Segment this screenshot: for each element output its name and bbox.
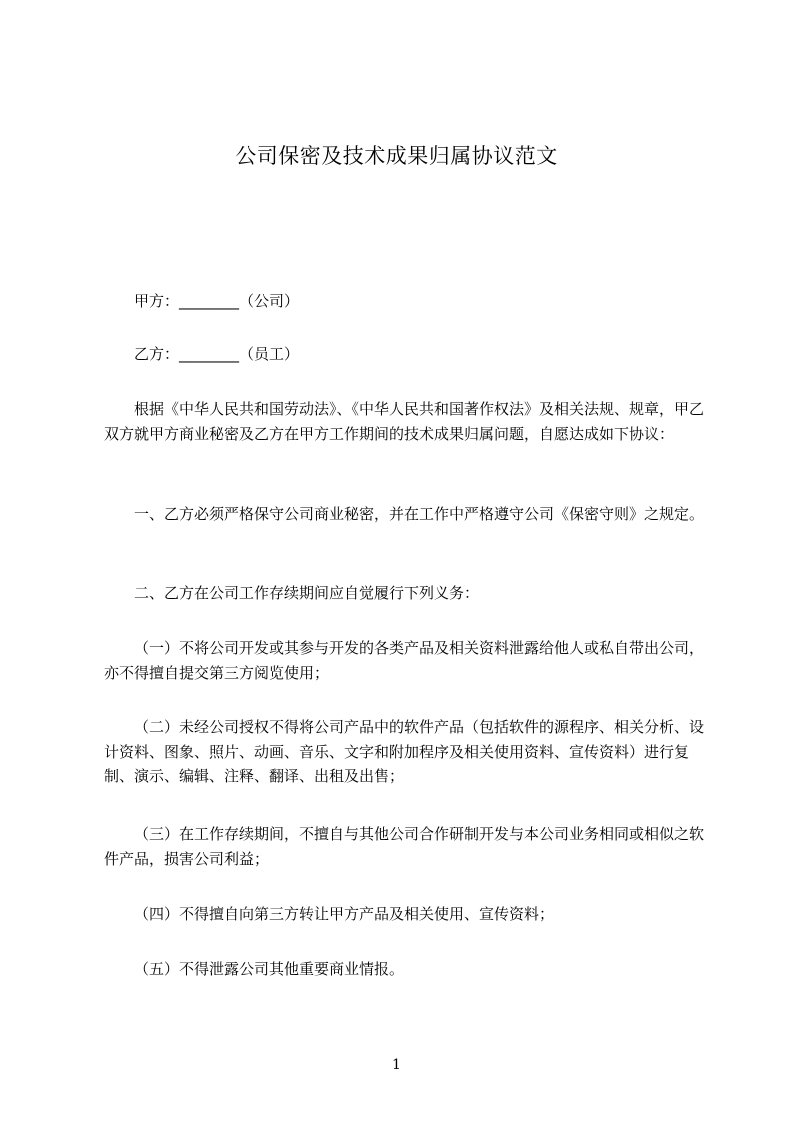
party-a-line: 甲方：________（公司）: [134, 292, 300, 310]
clause-2-item-3: （三）在工作存续期间，不擅自与其他公司合作研制开发与本公司业务相同或相似之软件产品，损害公司利益；: [104, 825, 705, 868]
clause-2-paragraph: 二、乙方在公司工作存续期间应自觉履行下列义务：: [134, 584, 480, 602]
clause-2-item-5: （五）不得泄露公司其他重要商业情报。: [134, 960, 405, 978]
page-number: 1: [392, 1057, 401, 1073]
clause-1-paragraph: 一、乙方必须严格保守公司商业秘密，并在工作中严格遵守公司《保密守则》之规定。: [134, 505, 705, 523]
clause-2-item-4: （四）不得擅自向第三方转让甲方产品及相关使用、宣传资料；: [134, 905, 555, 923]
clause-2-item-1: （一）不将公司开发或其参与开发的各类产品及相关资料泄露给他人或私自带出公司，亦不得擅自提交第三方阅览使用；: [104, 639, 705, 682]
preamble-paragraph: 根据《中华人民共和国劳动法》、《中华人民共和国著作权法》及相关法规、规章，甲乙双方就甲方商业秘密及乙方在甲方工作期间的技术成果归属问题，自愿达成如下协议：: [104, 400, 705, 443]
party-b-line: 乙方：________（员工）: [134, 345, 300, 363]
clause-2-item-2: （二）未经公司授权不得将公司产品中的软件产品（包括软件的源程序、相关分析、设计资料、图象、照片、动画、音乐、文字和附加程序及相关使用资料、宣传资料）进行复制、演示、编辑、注释、翻译、出租及出售；: [104, 718, 705, 785]
document-title: 公司保密及技术成果归属协议范文: [235, 144, 558, 168]
